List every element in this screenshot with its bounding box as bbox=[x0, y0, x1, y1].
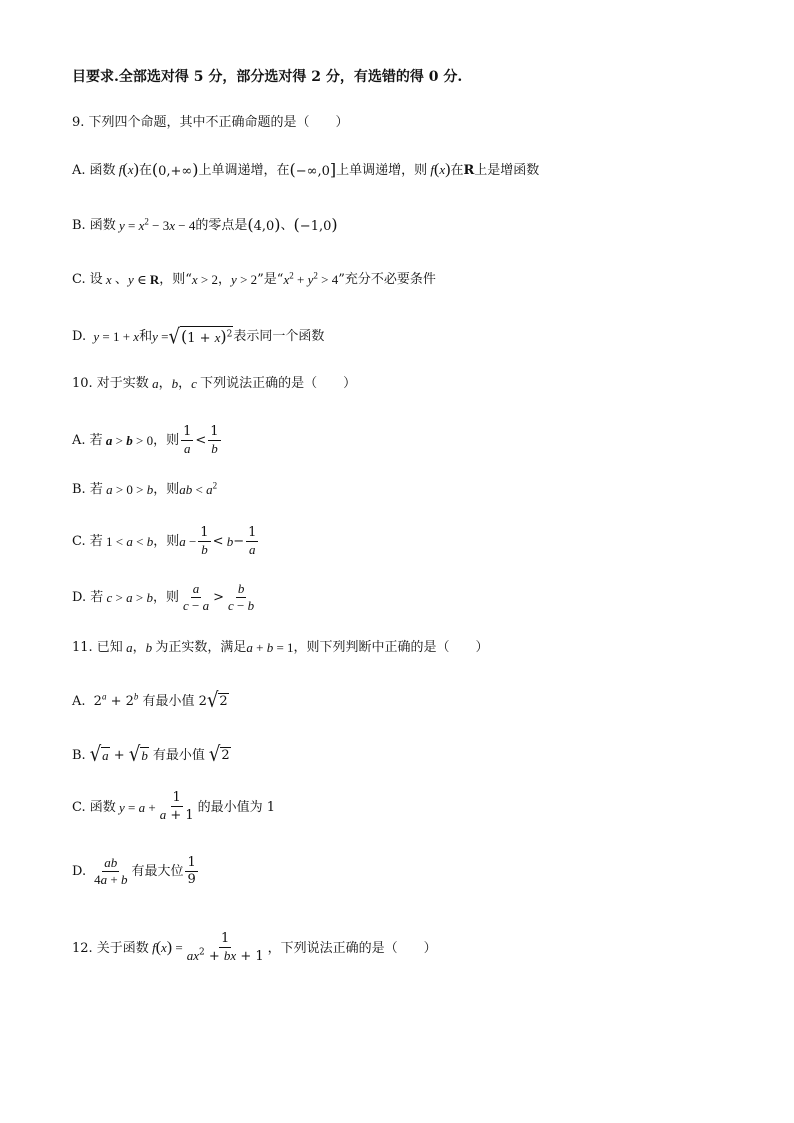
text: ，则 bbox=[152, 590, 179, 606]
math: a − bbox=[179, 534, 197, 550]
section-instruction: 目要求.全部选对得 5 分，部分选对得 2 分，有选错的得 0 分. bbox=[72, 69, 463, 85]
option-label: A. bbox=[72, 693, 86, 709]
math: x > 2 bbox=[191, 272, 219, 287]
math: $x^2 + y^2 > 4$ bbox=[283, 270, 339, 287]
math: $2^a + 2^b$ bbox=[89, 691, 139, 709]
text: ，则 bbox=[153, 433, 180, 449]
text: ， bbox=[218, 272, 232, 287]
math: a > b > 0 bbox=[102, 433, 154, 449]
option-label: C. 函数 bbox=[72, 799, 116, 815]
question-10-option-b bbox=[72, 480, 218, 497]
text: 有最小值 bbox=[152, 747, 205, 763]
text: 10. 对于实数 bbox=[72, 376, 149, 391]
text: 上是增函数 bbox=[474, 162, 540, 178]
fraction: $\frac{1}{ax^2 + bx + 1}$ bbox=[186, 931, 264, 965]
math: a bbox=[122, 640, 133, 655]
math: x bbox=[102, 272, 115, 287]
question-11-option-b: B. √ a + √ b 有最小值 √ 2 bbox=[72, 742, 230, 767]
text: ，则 bbox=[153, 482, 180, 497]
text: 的零点是 bbox=[195, 217, 248, 233]
text: 有最大位 bbox=[131, 864, 184, 880]
math: y = bbox=[152, 328, 169, 344]
text: 的最小值为 1 bbox=[197, 799, 276, 815]
text: ”是“ bbox=[257, 272, 284, 287]
sqrt-expression: √ b bbox=[128, 742, 148, 767]
text: ”充分不必要条件 bbox=[338, 272, 436, 287]
math: 1 < a < b bbox=[106, 534, 154, 550]
fraction: $\frac{ab}{4a + b}$ bbox=[94, 855, 128, 888]
question-12-stem bbox=[72, 932, 437, 965]
math: c > a > b bbox=[103, 590, 153, 606]
question-10-option-c: C. 若 1 < a < b ，则 a − $\frac{1}{b}$ < b − $\frac{1}{a}$ bbox=[72, 525, 257, 558]
fraction: $\frac{b}{c - b}$ bbox=[228, 581, 255, 614]
text: 在 bbox=[450, 162, 464, 178]
text: 表示同一个函数 bbox=[233, 328, 325, 344]
text: 12. 关于函数 bbox=[72, 940, 149, 956]
math: a + b = 1 bbox=[246, 640, 294, 655]
question-11-option-c bbox=[72, 791, 275, 824]
math: f(x) bbox=[115, 161, 139, 178]
option-label: D. 若 bbox=[72, 590, 104, 606]
fraction: $\frac{1}{b}$ bbox=[210, 424, 219, 457]
question-9-option-c bbox=[72, 270, 436, 287]
text: ，下列说法正确的是（ ） bbox=[267, 940, 437, 956]
question-9-option-b bbox=[72, 217, 338, 233]
fraction: $\frac{1}{a}$ bbox=[248, 525, 257, 558]
question-9-stem: 9. 下列四个命题，其中不正确命题的是（ ） bbox=[72, 115, 349, 130]
fraction: $\frac{1}{a + 1}$ bbox=[159, 790, 194, 824]
question-11-option-d bbox=[72, 856, 200, 888]
text: 下列说法正确的是（ ） bbox=[200, 376, 357, 391]
text: 在 bbox=[138, 162, 152, 178]
option-label: D. bbox=[72, 328, 87, 344]
sqrt-expression: √ a bbox=[89, 742, 109, 767]
math: a bbox=[148, 376, 159, 391]
math: 2 bbox=[194, 693, 207, 709]
option-label: A. bbox=[72, 162, 86, 178]
math: (−∞,0] bbox=[289, 160, 337, 179]
option-label: A. 若 bbox=[72, 433, 103, 449]
math: f(x) bbox=[427, 161, 451, 178]
text: 上单调递增，则 bbox=[336, 162, 428, 178]
math: (−1,0) bbox=[293, 215, 338, 234]
text: 11. 已知 bbox=[72, 640, 123, 655]
fraction: $\frac{a}{c - a}$ bbox=[182, 581, 210, 614]
text: 有最小值 bbox=[142, 693, 195, 709]
question-10-stem: 10. 对于实数 a ， b ， c 下列说法正确的是（ ） bbox=[72, 376, 357, 391]
sqrt-expression: √ 2 bbox=[206, 688, 228, 713]
math: y = a + bbox=[115, 799, 156, 815]
option-label: B. 若 bbox=[72, 482, 103, 497]
text: 、 bbox=[114, 272, 128, 287]
text: 、 bbox=[280, 217, 294, 233]
math: (4,0) bbox=[247, 215, 281, 234]
question-11-stem: 11. 已知 a ， b 为正实数，满足 a + b = 1 ，则下列判断中正确的是（ ） bbox=[72, 640, 489, 655]
math: f(x) = bbox=[148, 939, 183, 957]
question-10-option-a: A. 若 a > b > 0 ，则 $\frac{1}{a}$ < $\frac{1}{b}$ bbox=[72, 424, 219, 457]
math: a > 0 > b bbox=[102, 482, 154, 497]
option-label: D. bbox=[72, 864, 87, 880]
option-label: B. bbox=[72, 747, 86, 763]
math: y > 2 bbox=[231, 272, 258, 287]
text: ，则 bbox=[153, 534, 180, 550]
math: ab < $a^2$ bbox=[179, 480, 218, 497]
fraction: $\frac{1}{a}$ bbox=[183, 424, 192, 457]
text: 和 bbox=[139, 328, 153, 344]
text: 函数 bbox=[89, 162, 116, 178]
math: R bbox=[463, 162, 475, 178]
question-9-option-d bbox=[72, 324, 325, 350]
text: 上单调递增，在 bbox=[198, 162, 290, 178]
question-9-option-a bbox=[72, 162, 539, 178]
fraction: $\frac{1}{b}$ bbox=[200, 525, 209, 558]
question-10-option-d: D. 若 c > a > b ，则 $\frac{a}{c - a}$ > $\frac{b}{c - b}$ bbox=[72, 581, 255, 614]
text: ，则“ bbox=[159, 272, 192, 287]
option-label: B. bbox=[72, 217, 86, 233]
text: ，则下列判断中正确的是（ ） bbox=[293, 640, 489, 655]
sqrt-expression: √ 2 bbox=[208, 742, 230, 767]
text: 设 bbox=[89, 272, 103, 287]
text: 为正实数，满足 bbox=[155, 640, 247, 655]
option-label: C. bbox=[72, 272, 86, 287]
fraction: $\frac{1}{9}$ bbox=[187, 855, 196, 888]
option-label: C. 若 bbox=[72, 534, 103, 550]
sqrt-expression: √ $(1 + x)^2$ bbox=[168, 324, 233, 350]
math: (0,+∞) bbox=[151, 160, 199, 179]
math: y ∈ R bbox=[127, 272, 160, 287]
math: $y = x^2 - 3x - 4$ bbox=[115, 216, 196, 233]
text: 函数 bbox=[89, 217, 116, 233]
question-11-option-a bbox=[72, 688, 229, 713]
math: y = 1 + x bbox=[90, 328, 140, 344]
